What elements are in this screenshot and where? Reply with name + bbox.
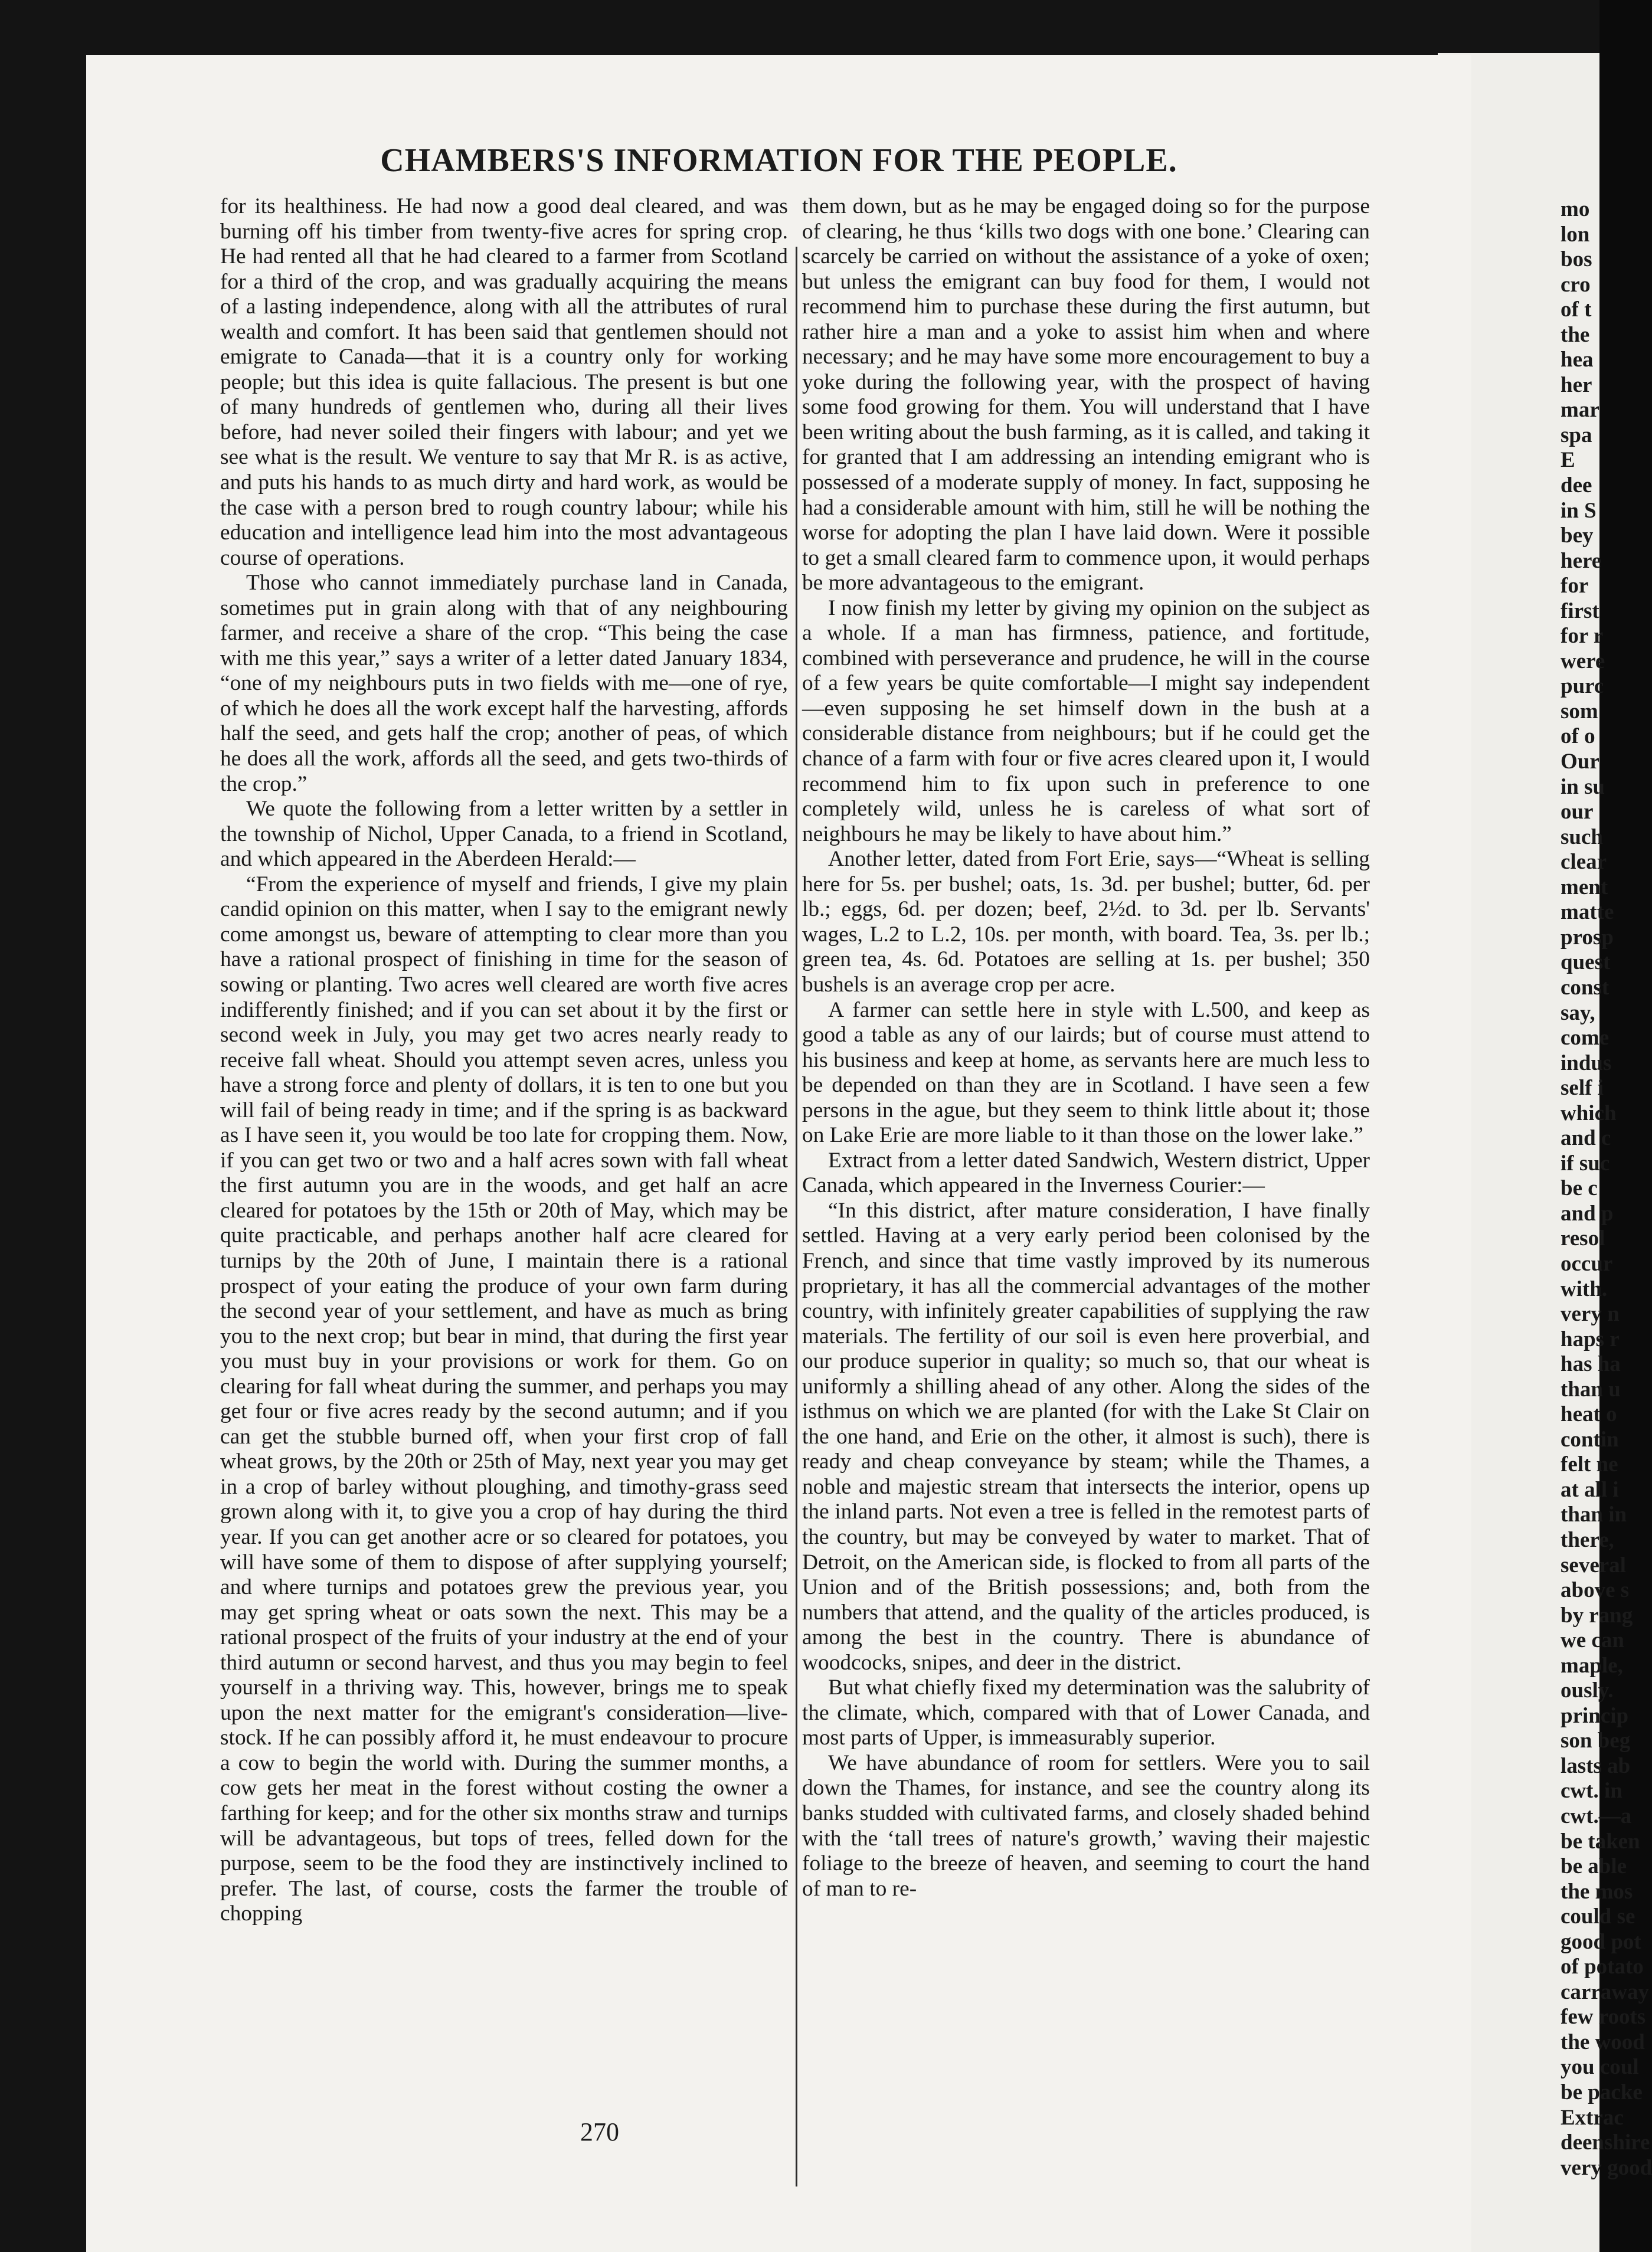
adjacent-page-line: mo xyxy=(1561,197,1590,221)
adjacent-page-line: self i xyxy=(1561,1076,1604,1101)
adjacent-page-line: several xyxy=(1561,1553,1626,1577)
column-rule xyxy=(796,247,797,2186)
adjacent-page-line: ment xyxy=(1561,875,1608,899)
adjacent-page-line: in S xyxy=(1561,498,1597,523)
adjacent-page-line: E xyxy=(1561,448,1575,473)
adjacent-page-line: cwt.—a xyxy=(1561,1804,1632,1828)
adjacent-page-line: at all i xyxy=(1561,1477,1619,1502)
adjacent-page-line: princip xyxy=(1561,1703,1629,1728)
adjacent-page-line: purc xyxy=(1561,674,1604,699)
adjacent-page-line: than u xyxy=(1561,1377,1621,1402)
adjacent-page-line: such xyxy=(1561,824,1603,849)
adjacent-page-line: resol xyxy=(1561,1226,1605,1251)
adjacent-page-line: for xyxy=(1561,574,1589,598)
adjacent-page-line: above s xyxy=(1561,1578,1630,1603)
adjacent-page-line: the wood xyxy=(1561,2030,1645,2054)
adjacent-page-line: for r xyxy=(1561,624,1604,649)
adjacent-page-line: mar xyxy=(1561,398,1599,423)
paragraph: “From the experience of myself and friends, I give my plain candid opinion on this matter, when I say to the emigrant newly come amongst us, beware of attempting to clear more than you have a rational prospect of finishing in time for the season of sowing or planting. Two acres well cleared are worth five acres indifferently finished; and if you can set about it by the first or second week in July, you may get two acres nearly ready to receive fall wheat. Should you attempt seven acres, unless you have a strong force and plenty of dollars, it is ten to one but you will fail of being ready in time; and if the spring is as backward as I have seen it, you would be too late for cropping them. Now, if you can get two or two and a half acres sown with fall wheat the first autumn you are in the woods, and get half an acre cleared for potatoes by the 15th or 20th of May, which may be quite practicable, and perhaps another half acre cleared for turnips by the 20th of June, I maintain there is a rational prospect of your eating the produce of your own farm during the second year of your settlement, and have as much as bring you to the next crop; but bear in mind, that during the first year you must buy in your provisions or work for them. Go on clearing for fall wheat during the summer, and perhaps you may get four or five acres ready by the second autumn; and if you can get the stubble burned off, when your first crop of fall wheat grows, by the 20th or 25th of May, next year you may get in a crop of barley without ploughing, and timothy-grass seed grown along with it, to give you a crop of hay during the third year. If you can get another acre or so cleared for potatoes, you will have some of them to dispose of after supplying yourself; and where turnips and potatoes grew the previous year, you may get spring wheat or oats sown the next. This may be a rational prospect of the fruits of your industry at the end of your third autumn or second harvest, and thus you may begin to feel yourself in a thriving way. This, however, brings me to speak upon the next matter for the emigrant's consideration—live-stock. If he can possibly afford it, he must endeavour to procure a cow to begin the world with. During the summer months, a cow gets her meat in the forest without costing the owner a farthing for keep; and for the other six months straw and turnips will be advantageous, but tops of trees, felled down for the purpose, seem to be the food they are instinctively inclined to prefer. The last, of course, costs the farmer the trouble of chopping xyxy=(220,872,788,1926)
adjacent-page-line: good pot xyxy=(1561,1929,1641,1954)
paragraph: them down, but as he may be engaged doing so for the purpose of clearing, he thus ‘kills two dogs with one bone.’ Clearing can scarcely be carried on without the assistance of a yoke of oxen; but unless the emigrant can buy food for them, I would not recommend him to purchase these during the first autumn, but rather hire a man and a yoke to assist him when and where necessary; and he may have some more encouragement to buy a yoke during the following year, with the prospect of having some food growing for them. You will understand that I have been writing about the bush farming, as it is called, and taking it for granted that I am addressing an intending emigrant who is possessed of a moderate supply of money. In fact, supposing he had a considerable amount with him, still he will be nothing the worse for adopting the plan I have laid down. Were it possible to get a small cleared farm to commence upon, it would perhaps be more advantageous to the emigrant. xyxy=(802,194,1370,595)
adjacent-page-text xyxy=(1561,197,1652,2181)
adjacent-page-line: come xyxy=(1561,1026,1610,1050)
adjacent-page-line: here xyxy=(1561,548,1602,573)
adjacent-page-line: haps r xyxy=(1561,1327,1620,1351)
left-column xyxy=(220,194,788,2127)
adjacent-page-line: and c xyxy=(1561,1126,1611,1151)
paragraph: Those who cannot immediately purchase land in Canada, sometimes put in grain along with that of any neighbouring farmer, and receive a share of the crop. “This being the case with me this year,” says a writer of a letter dated January 1834, “one of my neighbours puts in two fields with me—one of rye, of which he does all the work except half the harvesting, affords half the seed, and gets half the crop; another of peas, of which he does all the work, affords all the seed, and gets two-thirds of the crop.” xyxy=(220,571,788,796)
adjacent-page-line: say, xyxy=(1561,1000,1595,1025)
adjacent-page-line: maple, xyxy=(1561,1653,1623,1678)
adjacent-page-line: in su xyxy=(1561,774,1605,799)
adjacent-page-line: indus xyxy=(1561,1050,1612,1075)
adjacent-page-line: contin xyxy=(1561,1427,1619,1452)
adjacent-page-line: som xyxy=(1561,699,1598,724)
adjacent-page-line: Extrac xyxy=(1561,2105,1624,2130)
adjacent-page-line: and p xyxy=(1561,1201,1614,1226)
adjacent-page-line: of potato xyxy=(1561,1955,1644,1979)
adjacent-page-line: very good xyxy=(1561,2155,1652,2180)
adjacent-page-line: the mos xyxy=(1561,1879,1633,1904)
page-number: 270 xyxy=(580,2117,619,2146)
paragraph: I now finish my letter by giving my opinion on the subject as a whole. If a man has firmness, patience, and fortitude, combined with perseverance and prudence, he will in the course of a few years be quite comfortable—I might say independent—even supposing he set himself down in the bush at a considerable distance from neighbours; but if he could get the chance of a farm with four or five acres cleared upon it, I would recommend him to fix upon such in preference to one completely wild, unless he is careless of what sort of neighbours he may be likely to have about him.” xyxy=(802,595,1370,846)
adjacent-page-line: be packe xyxy=(1561,2080,1643,2105)
adjacent-page-line: be c xyxy=(1561,1176,1598,1201)
adjacent-page-line: heat o xyxy=(1561,1402,1617,1427)
adjacent-page-line: spa xyxy=(1561,423,1592,447)
paragraph: But what chiefly fixed my determination was the salubrity of the climate, which, compared with that of Lower Canada, and most parts of Upper, is immeasurably superior. xyxy=(802,1675,1370,1750)
adjacent-page-line: carraway xyxy=(1561,1979,1649,2004)
adjacent-page-line: son beg xyxy=(1561,1729,1631,1753)
adjacent-page-line: be able xyxy=(1561,1854,1627,1879)
adjacent-page-line: has ha xyxy=(1561,1352,1621,1377)
adjacent-page-line: there, xyxy=(1561,1527,1614,1552)
adjacent-page-line: dee xyxy=(1561,473,1592,498)
paragraph: for its healthiness. He had now a good deal cleared, and was burning off his timber from twenty-five acres for spring crop. He had rented all that he had cleared to a farmer from Scotland for a third of the crop, and was gradually acquiring the means of a lasting independence, along with all the attributes of rural wealth and comfort. It has been said that gentlemen should not emigrate to Canada—that it is a country only for working people; but this idea is quite fallacious. The present is but one of many hundreds of gentlemen who, during all their lives before, had never soiled their fingers with labour; and yet we see what is the result. We venture to say that Mr R. is as active, and puts his hands to as much dirty and hard work, as would be the case with a person bred to rough country labour; while his education and intelligence lead him into the most advantageous course of operations. xyxy=(220,194,788,570)
paragraph: We have abundance of room for settlers. Were you to sail down the Thames, for instance, and see the country along its banks studded with cultivated farms, and closely shaded behind with the ‘tall trees of nature's growth,’ waving their majestic foliage to the breeze of heaven, and seeming to court the hand of man to re- xyxy=(802,1750,1370,1901)
book-page xyxy=(86,55,1471,2252)
adjacent-page-line: which xyxy=(1561,1101,1617,1125)
paragraph: “In this district, after mature consideration, I have finally settled. Having at a very early period been colonised by the French, and since that time vastly improved by its numerous proprietary, it has all the commercial advantages of the mother country, with infinitely greater capabilities of supplying the raw materials. The fertility of our soil is even here proverbial, and our produce superior in quality; so much so, that our wheat is uniformly a shilling ahead of any other. Along the sides of the isthmus on which we are planted (for with the Lake St Clair on the one hand, and Erie on the other, it almost is such), there is ready and cheap conveyance by steam; while the Thames, a noble and majestic stream that intersects the interior, opens up the inland parts. Not even a tree is felled in the remotest parts of the country, but may be conveyed by water to market. That of Detroit, on the American side, is flocked to from all parts of the Union and of the British possessions; and, both from the numbers that attend, and the quality of the articles produced, is among the best in the country. There is abundance of woodcocks, snipes, and deer in the district. xyxy=(802,1198,1370,1675)
adjacent-page-line: occur xyxy=(1561,1251,1613,1276)
adjacent-page-line: our xyxy=(1561,800,1594,824)
adjacent-page-line: with. xyxy=(1561,1276,1608,1301)
running-header: CHAMBERS'S INFORMATION FOR THE PEOPLE. xyxy=(380,142,1177,179)
adjacent-page-line: ously. xyxy=(1561,1678,1614,1703)
adjacent-page-line: of t xyxy=(1561,297,1592,322)
adjacent-page-line: Our xyxy=(1561,749,1599,774)
adjacent-page-line: clear xyxy=(1561,850,1607,875)
adjacent-page-line: cwt. in xyxy=(1561,1779,1622,1803)
adjacent-page-line: you coul xyxy=(1561,2055,1639,2080)
adjacent-page-line: could se xyxy=(1561,1904,1635,1929)
adjacent-page-line: by rang xyxy=(1561,1603,1633,1628)
adjacent-page-line: deenshire xyxy=(1561,2130,1650,2155)
adjacent-page-line: few roots xyxy=(1561,2005,1646,2030)
paragraph: Extract from a letter dated Sandwich, Western district, Upper Canada, which appeared in the Inverness Courier:— xyxy=(802,1148,1370,1198)
adjacent-page-line: her xyxy=(1561,372,1592,397)
adjacent-page-line: prosp xyxy=(1561,925,1614,950)
adjacent-page-line: very n xyxy=(1561,1302,1620,1327)
adjacent-page-line: const xyxy=(1561,975,1610,1000)
paragraph: We quote the following from a letter written by a settler in the township of Nichol, Upper Canada, to a friend in Scotland, and which appeared in the Aberdeen Herald:— xyxy=(220,797,788,872)
adjacent-page-line: matte xyxy=(1561,900,1614,925)
adjacent-page-line: cro xyxy=(1561,272,1591,297)
adjacent-page-line: if suc xyxy=(1561,1151,1610,1176)
adjacent-page-line: bey xyxy=(1561,523,1594,548)
adjacent-page-line: quest xyxy=(1561,950,1611,975)
adjacent-page-line: lon xyxy=(1561,222,1590,247)
adjacent-page-line: were xyxy=(1561,649,1605,673)
paragraph: A farmer can settle here in style with L.500, and keep as good a table as any of our lairds; but of course must attend to his business and keep at home, as servants here are much less to be depended on than they are in Scotland. I have seen a few persons in the ague, but they seem to think little about it; those on Lake Erie are more liable to it than those on the lower lake.” xyxy=(802,997,1370,1148)
adjacent-page-line: of o xyxy=(1561,724,1595,749)
adjacent-page-line: felt ne xyxy=(1561,1452,1618,1477)
adjacent-page-line: hea xyxy=(1561,348,1594,372)
adjacent-page-line: than in xyxy=(1561,1503,1627,1527)
adjacent-page-line: bos xyxy=(1561,247,1592,272)
right-column xyxy=(802,194,1370,2127)
adjacent-page-line: we can xyxy=(1561,1628,1624,1653)
adjacent-page-line: first xyxy=(1561,598,1599,623)
adjacent-page-line: lasts ab xyxy=(1561,1753,1631,1778)
adjacent-page-line: be taken xyxy=(1561,1829,1640,1854)
adjacent-page-line: the xyxy=(1561,322,1590,347)
paragraph: Another letter, dated from Fort Erie, says—“Wheat is selling here for 5s. per bushel; oats, 1s. 3d. per bushel; butter, 6d. per lb.; eggs, 6d. per dozen; beef, 2½d. to 3d. per lb. Servants' wages, L.2 to L.2, 10s. per month, with board. Tea, 3s. per lb.; green tea, 4s. 6d. Potatoes are selling at 1s. per bushel; 350 bushels is an average crop per acre. xyxy=(802,847,1370,997)
